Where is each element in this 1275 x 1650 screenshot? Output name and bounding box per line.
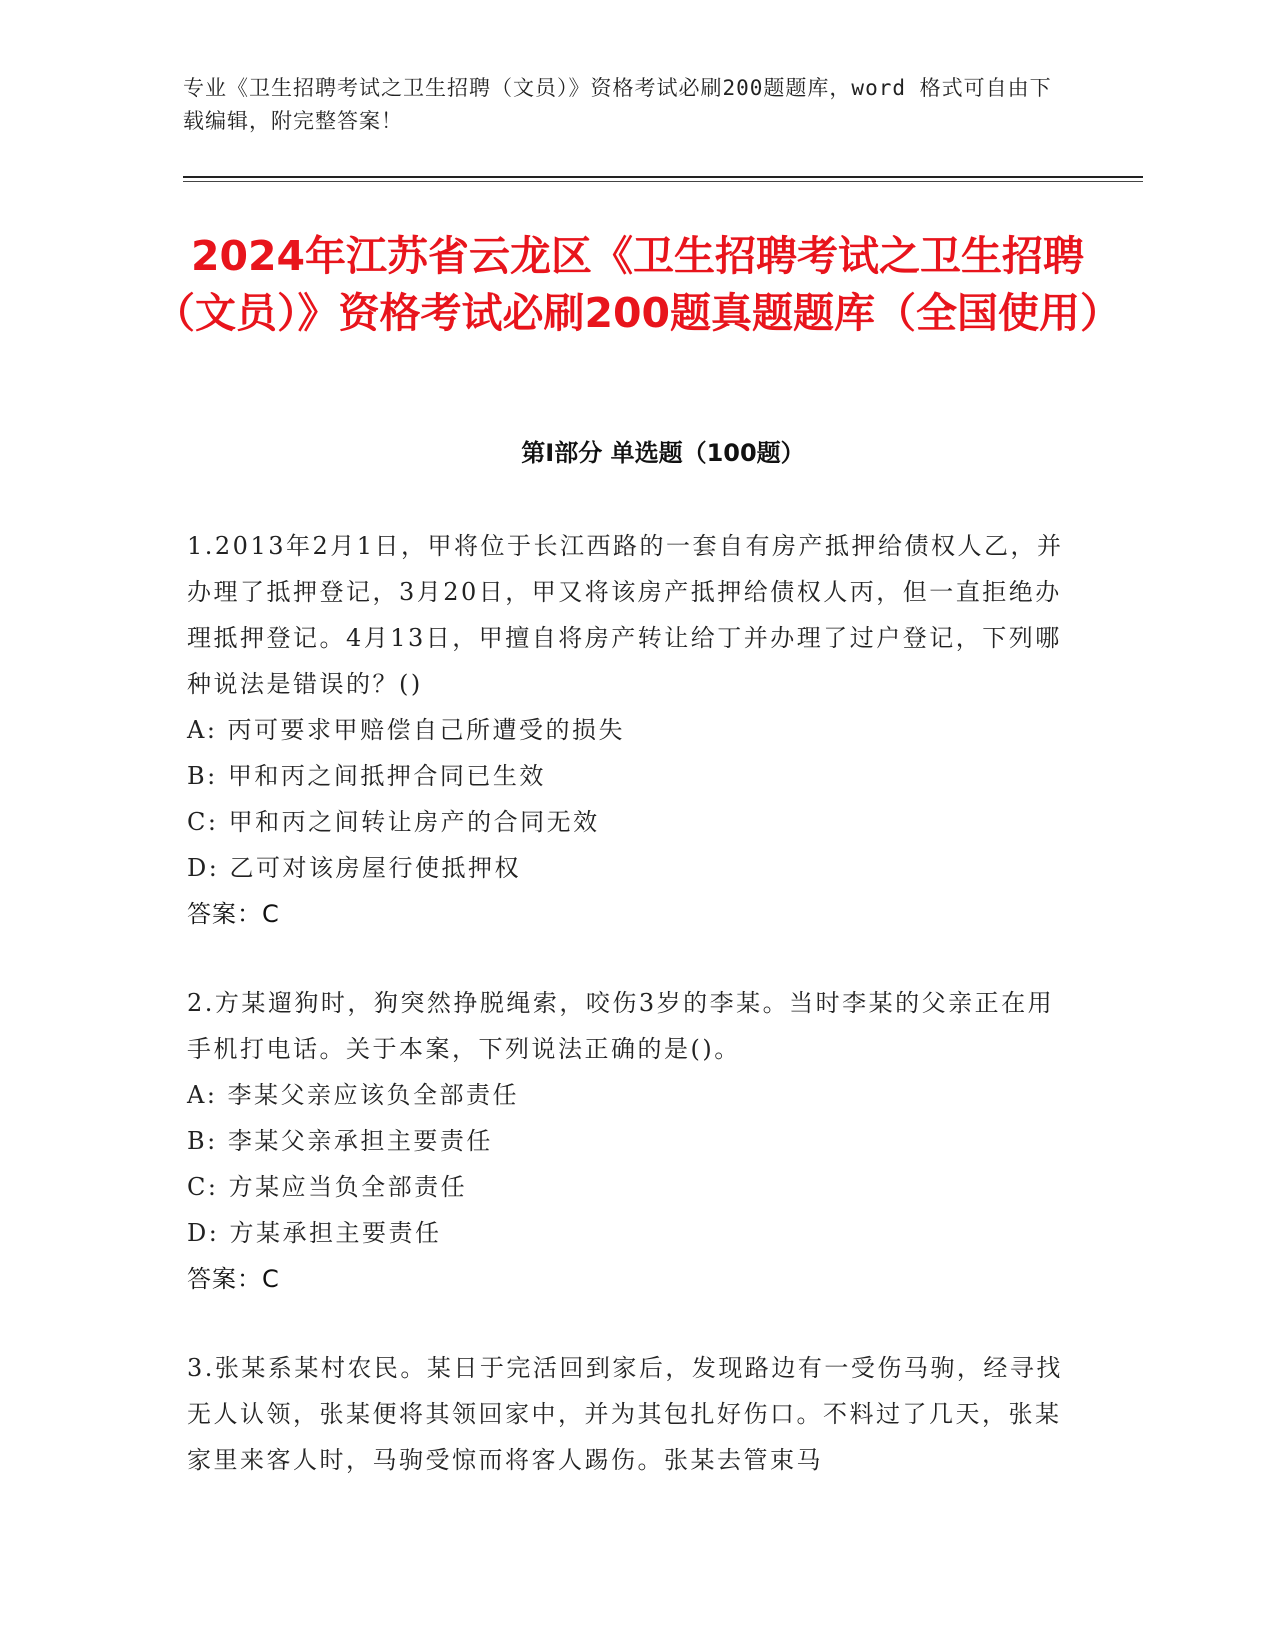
option-d: D: 乙可对该房屋行使抵押权	[187, 854, 521, 882]
option-c: C: 方某应当负全部责任	[187, 1173, 468, 1201]
option-b: B: 李某父亲承担主要责任	[187, 1127, 493, 1155]
question-1	[187, 523, 1077, 937]
option-d: D: 方某承担主要责任	[187, 1219, 442, 1247]
question-stem: 2.方某遛狗时，狗突然挣脱绳索，咬伤3岁的李某。当时李某的父亲正在用手机打电话。关于本案，下列说法正确的是()。	[187, 989, 1055, 1063]
option-a: A: 丙可要求甲赔偿自己所遭受的损失	[187, 716, 626, 744]
option-b: B: 甲和丙之间抵押合同已生效	[187, 762, 546, 790]
option-a: A: 李某父亲应该负全部责任	[187, 1081, 520, 1109]
answer-line: 答案：C	[187, 900, 280, 928]
section-title: 第Ⅰ部分 单选题（100题）	[521, 439, 805, 467]
answer-line: 答案：C	[187, 1265, 280, 1293]
header-divider-thin	[183, 181, 1143, 182]
question-list	[187, 523, 1077, 1526]
document-title: 2024年江苏省云龙区《卫生招聘考试之卫生招聘（文员）》资格考试必刷200题真题题库（全国使用）	[153, 232, 1122, 337]
question-2	[187, 980, 1077, 1302]
header-divider-thick	[183, 176, 1143, 178]
option-c: C: 甲和丙之间转让房产的合同无效	[187, 808, 600, 836]
header-note: 专业《卫生招聘考试之卫生招聘（文员）》资格考试必刷200题题库，word 格式可自由下载编辑，附完整答案！	[183, 76, 1052, 133]
question-stem: 1.2013年2月1日，甲将位于长江西路的一套自有房产抵押给债权人乙，并办理了抵押登记，3月20日，甲又将该房产抵押给债权人丙，但一直拒绝办理抵押登记。4月13日，甲擅自将房产转让给丁并办理了过户登记，下列哪种说法是错误的？()	[187, 532, 1064, 698]
question-3	[187, 1345, 1077, 1483]
question-stem: 3.张某系某村农民。某日于完活回到家后，发现路边有一受伤马驹，经寻找无人认领，张某便将其领回家中，并为其包扎好伤口。不料过了几天，张某家里来客人时，马驹受惊而将客人踢伤。张某去管束马	[187, 1354, 1063, 1474]
